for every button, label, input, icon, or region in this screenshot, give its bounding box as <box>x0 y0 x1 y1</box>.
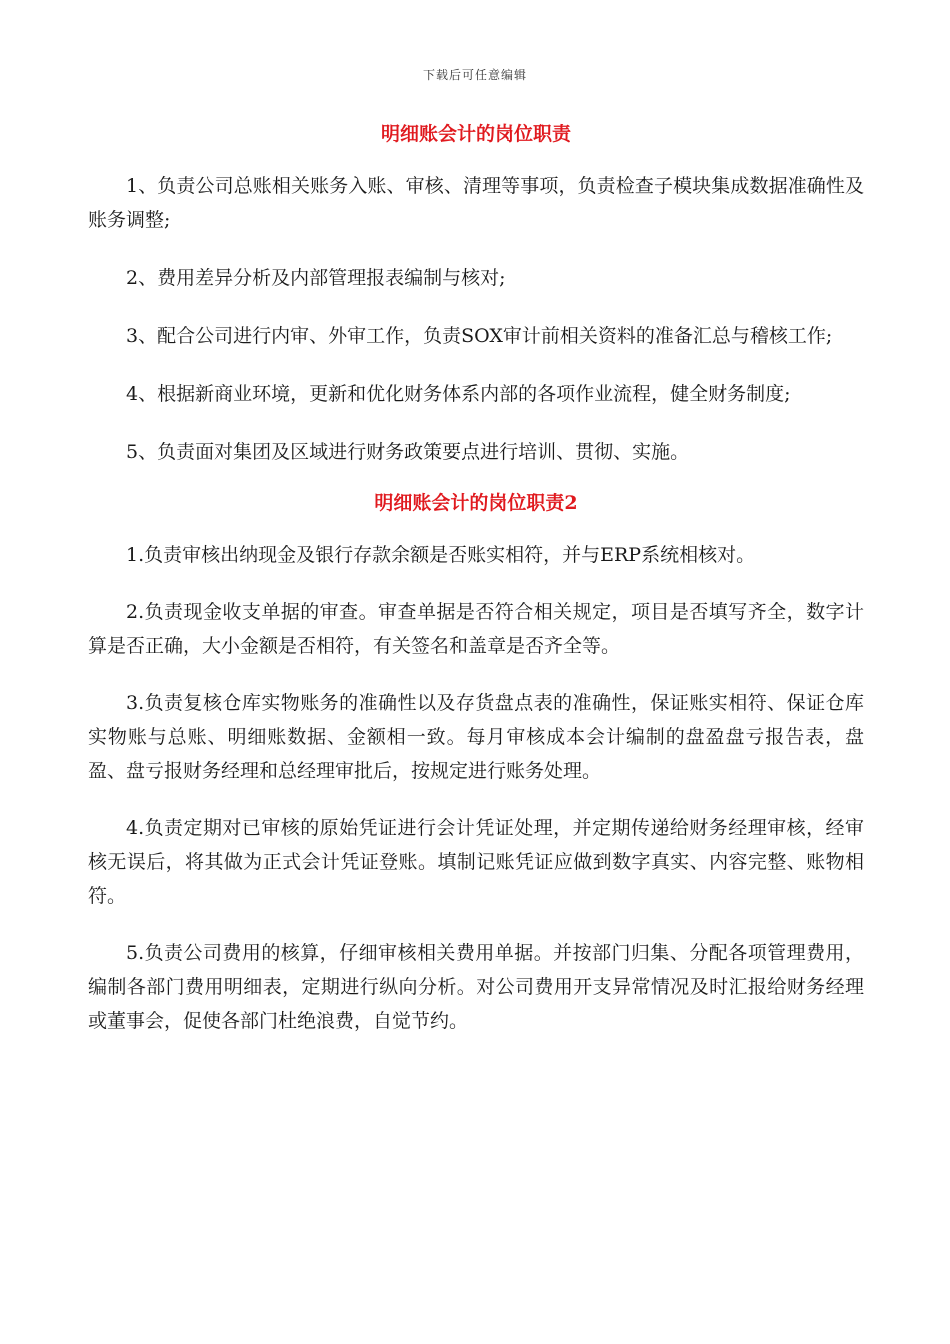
paragraph: 3.负责复核仓库实物账务的准确性以及存货盘点表的准确性，保证账实相符、保证仓库实物账与总账、明细账数据、金额相一致。每月审核成本会计编制的盘盈盘亏报告表，盘盈、盘亏报财务经理和总经理审批后，按规定进行账务处理。 <box>88 692 864 782</box>
paragraph: 5、负责面对集团及区域进行财务政策要点进行培训、贯彻、实施。 <box>126 441 690 463</box>
paragraph: 1、负责公司总账相关账务入账、审核、清理等事项，负责检查子模块集成数据准确性及账务调整; <box>88 175 864 231</box>
paragraph: 1.负责审核出纳现金及银行存款余额是否账实相符，并与ERP系统相核对。 <box>126 544 756 566</box>
section-responsibilities-2 <box>88 489 864 1038</box>
paragraph: 4、根据新商业环境，更新和优化财务体系内部的各项作业流程，健全财务制度; <box>126 383 791 405</box>
section-responsibilities-1 <box>88 120 864 469</box>
section-title: 明细账会计的岗位职责2 <box>374 492 578 514</box>
paragraph: 2.负责现金收支单据的审查。审查单据是否符合相关规定，项目是否填写齐全，数字计算是否正确，大小金额是否相符，有关签名和盖章是否齐全等。 <box>88 601 864 657</box>
document-body <box>88 120 864 1061</box>
header-note: 下载后可任意编辑 <box>422 68 527 82</box>
paragraph: 4.负责定期对已审核的原始凭证进行会计凭证处理，并定期传递给财务经理审核，经审核无误后，将其做为正式会计凭证登账。填制记账凭证应做到数字真实、内容完整、账物相符。 <box>88 817 864 907</box>
paragraph: 3、配合公司进行内审、外审工作，负责SOX审计前相关资料的准备汇总与稽核工作; <box>126 325 833 347</box>
section-title: 明细账会计的岗位职责 <box>380 123 571 145</box>
paragraph: 2、费用差异分析及内部管理报表编制与核对; <box>126 267 506 289</box>
paragraph: 5.负责公司费用的核算，仔细审核相关费用单据。并按部门归集、分配各项管理费用，编制各部门费用明细表，定期进行纵向分析。对公司费用开支异常情况及时汇报给财务经理或董事会，促使各部门杜绝浪费，自觉节约。 <box>88 942 864 1032</box>
